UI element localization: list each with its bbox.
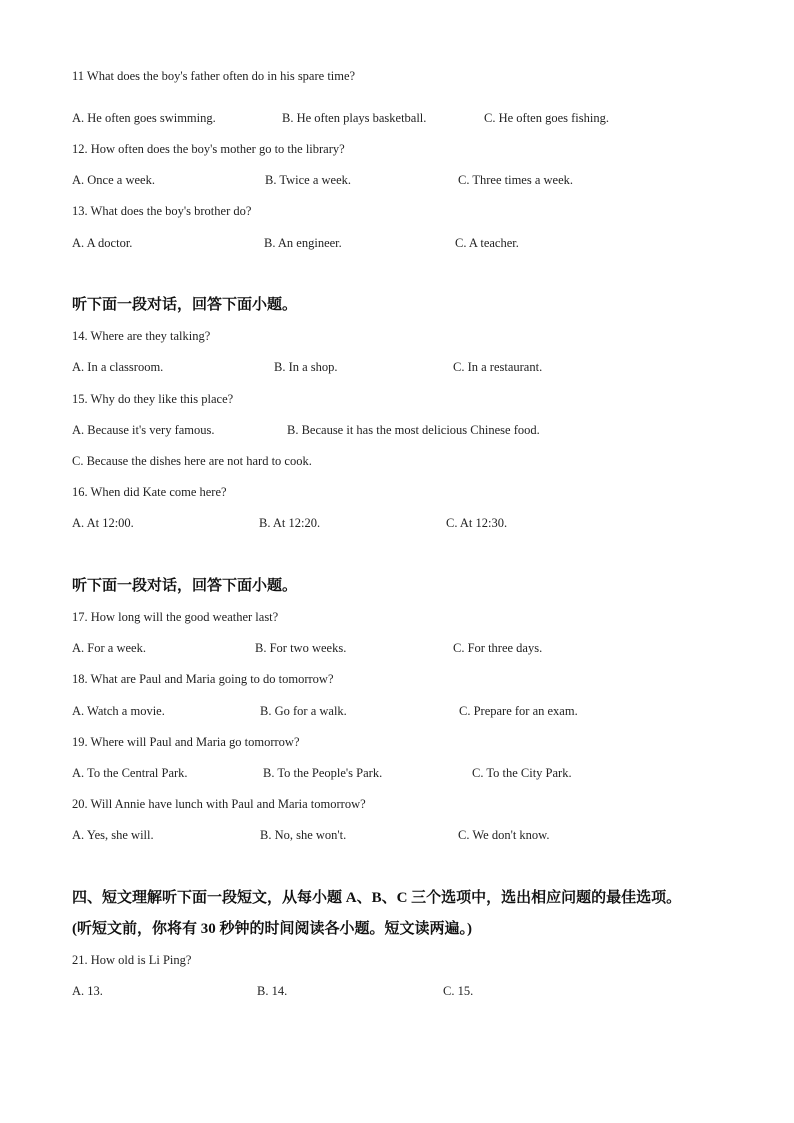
question-13: 13. What does the boy's brother do?	[72, 204, 252, 218]
question-21: 21. How old is Li Ping?	[72, 953, 192, 967]
option-c[interactable]: C. We don't know.	[458, 828, 550, 842]
option-b[interactable]: B. Because it has the most delicious Chinese food.	[287, 423, 540, 437]
options-21	[72, 983, 794, 999]
option-b[interactable]: B. To the People's Park.	[263, 766, 383, 780]
question-14: 14. Where are they talking?	[72, 329, 211, 343]
question-19: 19. Where will Paul and Maria go tomorrow?	[72, 735, 300, 749]
option-a[interactable]: A. To the Central Park.	[72, 766, 188, 780]
option-a[interactable]: A. A doctor.	[72, 236, 133, 250]
option-a[interactable]: A. Once a week.	[72, 173, 155, 187]
section-4-instructions: (听短文前，你将有 30 秒钟的时间阅读各小题。短文读两遍。)	[72, 921, 472, 937]
option-c[interactable]: C. A teacher.	[455, 236, 519, 250]
option-a[interactable]: A. For a week.	[72, 641, 146, 655]
option-b[interactable]: B. He often plays basketball.	[282, 111, 427, 125]
option-b[interactable]: B. For two weeks.	[255, 641, 347, 655]
option-c[interactable]: C. At 12:30.	[446, 516, 508, 530]
section-heading-dialogue-2: 听下面一段对话，回答下面小题。	[72, 578, 298, 594]
option-b[interactable]: B. 14.	[257, 984, 288, 998]
options-15-c	[72, 453, 794, 469]
question-16: 16. When did Kate come here?	[72, 485, 227, 499]
option-c[interactable]: C. In a restaurant.	[453, 360, 543, 374]
options-17	[72, 640, 794, 656]
options-18	[72, 703, 794, 719]
question-12: 12. How often does the boy's mother go to the library?	[72, 142, 345, 156]
option-b[interactable]: B. In a shop.	[274, 360, 338, 374]
options-20	[72, 827, 794, 843]
options-19	[72, 765, 794, 781]
option-b[interactable]: B. An engineer.	[264, 236, 342, 250]
options-15-ab	[72, 422, 794, 438]
question-18: 18. What are Paul and Maria going to do tomorrow?	[72, 672, 334, 686]
option-a[interactable]: A. Because it's very famous.	[72, 423, 215, 437]
options-13	[72, 235, 794, 251]
option-b[interactable]: B. No, she won't.	[260, 828, 347, 842]
options-16	[72, 515, 794, 531]
option-b[interactable]: B. Go for a walk.	[260, 704, 347, 718]
options-12	[72, 172, 794, 188]
option-b[interactable]: B. Twice a week.	[265, 173, 352, 187]
option-a[interactable]: A. At 12:00.	[72, 516, 134, 530]
options-14	[72, 359, 794, 375]
section-4-heading: 四、短文理解听下面一段短文，从每小题 A、B、C 三个选项中，选出相应问题的最佳选项。	[72, 890, 682, 906]
option-c[interactable]: C. Because the dishes here are not hard to cook.	[72, 454, 312, 468]
option-c[interactable]: C. For three days.	[453, 641, 543, 655]
options-11	[72, 110, 794, 126]
question-15: 15. Why do they like this place?	[72, 392, 234, 406]
option-a[interactable]: A. He often goes swimming.	[72, 111, 216, 125]
option-c[interactable]: C. 15.	[443, 984, 474, 998]
option-c[interactable]: C. Prepare for an exam.	[459, 704, 578, 718]
question-11: 11 What does the boy's father often do in his spare time?	[72, 69, 356, 83]
question-20: 20. Will Annie have lunch with Paul and Maria tomorrow?	[72, 797, 366, 811]
option-c[interactable]: C. To the City Park.	[472, 766, 572, 780]
option-b[interactable]: B. At 12:20.	[259, 516, 321, 530]
option-a[interactable]: A. Watch a movie.	[72, 704, 165, 718]
option-a[interactable]: A. 13.	[72, 984, 103, 998]
option-c[interactable]: C. He often goes fishing.	[484, 111, 609, 125]
option-a[interactable]: A. In a classroom.	[72, 360, 164, 374]
section-heading-dialogue-1: 听下面一段对话，回答下面小题。	[72, 297, 298, 313]
option-c[interactable]: C. Three times a week.	[458, 173, 574, 187]
option-a[interactable]: A. Yes, she will.	[72, 828, 154, 842]
question-17: 17. How long will the good weather last?	[72, 610, 279, 624]
